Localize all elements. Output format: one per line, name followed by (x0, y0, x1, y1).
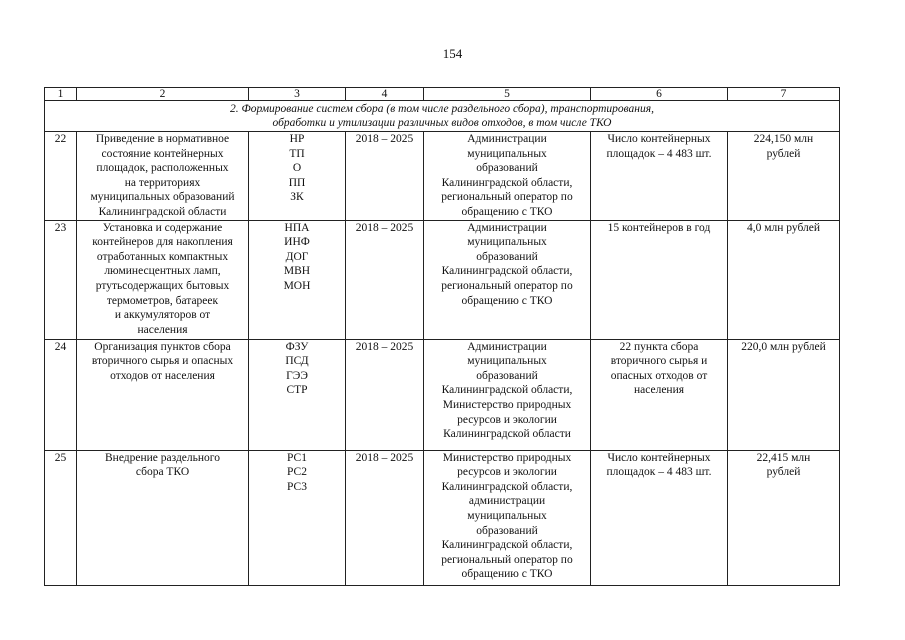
column-number: 4 (346, 88, 424, 101)
text-line: рублей (766, 147, 801, 160)
text-line: Внедрение раздельного (105, 451, 220, 464)
period-cell: 2018 – 2025 (346, 220, 424, 339)
text-line: муниципальных (467, 509, 547, 522)
text-line: Организация пунктов сбора (94, 340, 231, 353)
text-line: МОН (283, 279, 311, 292)
text-line: Администрации (467, 221, 547, 234)
text-line: МВН (283, 265, 311, 278)
text-line: ГЭЭ (286, 369, 308, 382)
text-line: Приведение в нормативное (95, 133, 230, 145)
text-line: обращению с ТКО (461, 205, 553, 218)
text-line: обращению с ТКО (461, 294, 553, 307)
text-line: площадок – 4 483 шт. (606, 147, 712, 160)
text-line: Установка и содержание (102, 221, 223, 234)
text-line: 224,150 млн (753, 133, 814, 145)
text-line: населения (633, 384, 685, 397)
text-line: Министерство природных (442, 398, 572, 411)
text-line: сбора ТКО (135, 466, 190, 479)
section-heading (45, 101, 840, 132)
text-line: вторичного сырья и опасных (91, 355, 234, 368)
text-line: 22,415 млн (756, 451, 811, 464)
text-line: населения (137, 323, 188, 336)
text-line: муниципальных образований (90, 191, 235, 204)
text-line: 4,0 млн рублей (746, 221, 821, 234)
text-line: 220,0 млн рублей (741, 340, 826, 353)
table-row (45, 450, 840, 585)
text-line: опасных отходов от (610, 369, 708, 382)
text-line: О (292, 162, 302, 175)
table-row (45, 220, 840, 339)
executor-cell (424, 450, 591, 585)
executor-cell (424, 339, 591, 450)
text-line: ФЗУ (285, 340, 309, 353)
text-line: НПА (284, 221, 310, 234)
text-line: ДОГ (285, 250, 309, 263)
text-line: ресурсов и экологии (457, 413, 557, 426)
column-number: 2 (77, 88, 249, 101)
column-number: 3 (249, 88, 346, 101)
text-line: 22 пункта сбора (619, 340, 699, 353)
measure-cell (77, 339, 249, 450)
column-number: 5 (424, 88, 591, 101)
text-line: площадок, расположенных (96, 162, 229, 175)
text-line: РС3 (287, 480, 307, 493)
text-line: отходов от населения (110, 369, 215, 382)
text-line: РС1 (287, 451, 307, 464)
indicator-cell (591, 132, 728, 221)
period-cell: 2018 – 2025 (346, 132, 424, 221)
text-line: НР (289, 133, 305, 145)
column-number: 6 (591, 88, 728, 101)
column-number: 1 (45, 88, 77, 101)
executor-cell (424, 132, 591, 221)
text-line: образований (476, 524, 538, 537)
text-line: Калининградской области, (441, 480, 573, 493)
codes-cell (249, 132, 346, 221)
section-heading-row (45, 101, 840, 132)
codes-cell (249, 450, 346, 585)
table-row (45, 339, 840, 450)
text-line: региональный оператор по (441, 191, 573, 204)
text-line: рублей (766, 466, 801, 479)
text-line: Калининградской области (98, 205, 227, 218)
row-number: 22 (45, 132, 77, 221)
measure-cell (77, 450, 249, 585)
text-line: Число контейнерных (607, 133, 711, 145)
text-line: муниципальных (467, 236, 547, 249)
period-cell: 2018 – 2025 (346, 450, 424, 585)
text-line: администрации (468, 495, 546, 508)
text-line: площадок – 4 483 шт. (606, 466, 712, 479)
text-line: ТП (289, 147, 305, 160)
text-line: Администрации (467, 340, 547, 353)
text-line: СТР (286, 384, 308, 397)
codes-cell (249, 339, 346, 450)
funding-cell (728, 132, 840, 221)
text-line: 15 контейнеров в год (607, 221, 711, 234)
funding-cell (728, 220, 840, 339)
text-line: Калининградской области, (441, 539, 573, 552)
text-line: региональный оператор по (441, 553, 573, 566)
text-line: отработанных компактных (96, 250, 229, 263)
text-line: контейнеров для накопления (92, 236, 233, 249)
text-line: ртутьсодержащих бытовых (95, 279, 230, 292)
text-line: ПСД (285, 355, 309, 368)
text-line: РС2 (287, 466, 307, 479)
codes-cell (249, 220, 346, 339)
text-line: ИНФ (284, 236, 310, 249)
measure-cell (77, 132, 249, 221)
text-line: ресурсов и экологии (457, 466, 557, 479)
text-line: Министерство природных (442, 451, 572, 464)
section-heading-line: обработки и утилизации различных видов отходов, в том числе ТКО (272, 117, 612, 129)
text-line: люминесцентных ламп, (104, 265, 221, 278)
text-line: муниципальных (467, 355, 547, 368)
text-line: ПП (288, 176, 306, 189)
column-number-row (45, 88, 840, 101)
text-line: муниципальных (467, 147, 547, 160)
funding-cell (728, 339, 840, 450)
text-line: обращению с ТКО (461, 568, 553, 581)
text-line: состояние контейнерных (101, 147, 224, 160)
text-line: Администрации (467, 133, 547, 145)
table-row (45, 132, 840, 221)
indicator-cell (591, 450, 728, 585)
text-line: образований (476, 162, 538, 175)
text-line: на территориях (124, 176, 201, 189)
text-line: термометров, батареек (106, 294, 219, 307)
measure-cell (77, 220, 249, 339)
text-line: ЗК (290, 191, 304, 204)
section-heading-line: 2. Формирование систем сбора (в том числе раздельного сбора), транспортирования, (230, 103, 654, 115)
measures-table (44, 87, 840, 586)
funding-cell (728, 450, 840, 585)
text-line: вторичного сырья и (610, 355, 708, 368)
text-line: и аккумуляторов от (114, 309, 211, 322)
row-number: 23 (45, 220, 77, 339)
text-line: образований (476, 369, 538, 382)
text-line: Калининградской области (443, 428, 571, 441)
page-number: 154 (442, 46, 463, 61)
text-line: региональный оператор по (441, 279, 573, 292)
indicator-cell (591, 220, 728, 339)
text-line: Калининградской области, (441, 176, 573, 189)
text-line: Калининградской области, (441, 265, 573, 278)
text-line: Калининградской области, (441, 384, 573, 397)
executor-cell (424, 220, 591, 339)
period-cell: 2018 – 2025 (346, 339, 424, 450)
text-line: образований (476, 250, 538, 263)
row-number: 25 (45, 450, 77, 585)
column-number: 7 (728, 88, 840, 101)
indicator-cell (591, 339, 728, 450)
row-number: 24 (45, 339, 77, 450)
text-line: Число контейнерных (607, 451, 711, 464)
